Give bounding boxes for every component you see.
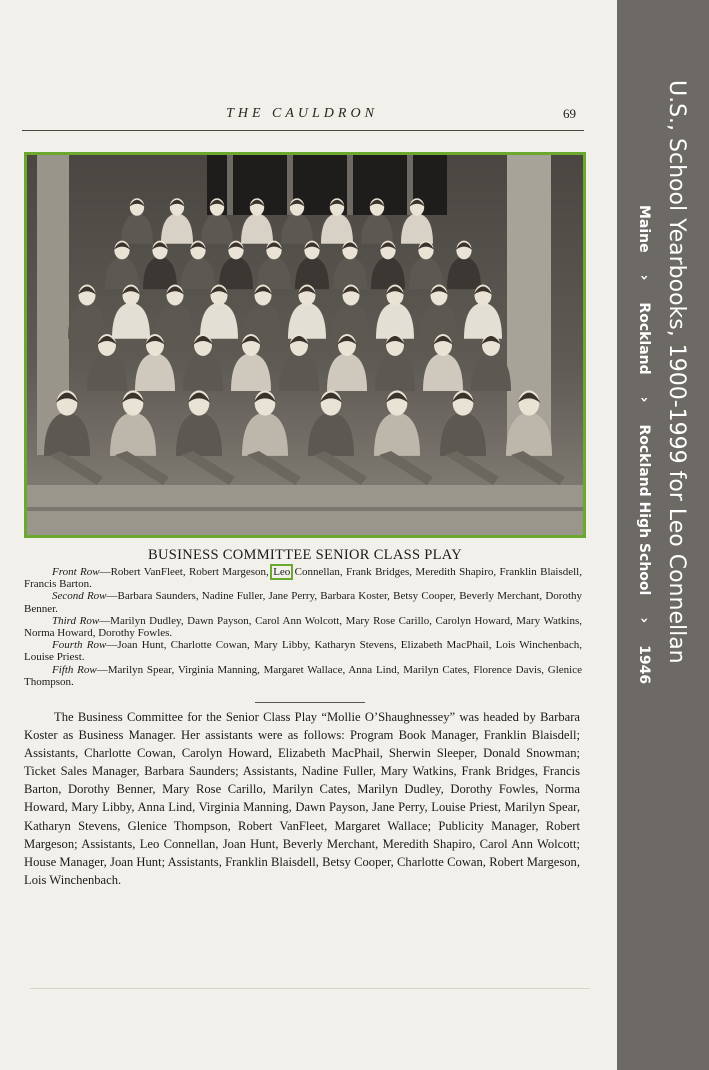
highlighted-name[interactable]: Leo xyxy=(273,566,291,578)
row-label: Second Row xyxy=(52,590,107,603)
row-names: Joan Hunt, Charlotte Cowan, Mary Libby, Katharyn Stevens, Elizabeth MacPhail, Lois Winchenbach, Louise Priest. xyxy=(24,639,582,664)
caption-row-fifth: Fifth Row—Marilyn Spear, Virginia Manning, Margaret Wallace, Anna Lind, Marilyn Cates, Florence Davis, Glenice Thompson. xyxy=(24,663,583,688)
row-names: Marilyn Dudley, Dawn Payson, Carol Ann Wolcott, Mary Rose Carillo, Carolyn Howard, Mary Watkins, Norma Howard, Dorothy Fowles. xyxy=(24,614,582,640)
row-label: Front Row xyxy=(52,566,100,578)
caption-row-front: Front Row—Robert VanFleet, Robert Margeson, Leo Connellan, Frank Bridges, Meredith Shapiro, Franklin Blaisdell, Francis Barton. xyxy=(24,566,582,591)
breadcrumb-separator: › xyxy=(636,396,652,403)
caption-row-third: Third Row—Marilyn Dudley, Dawn Payson, Carol Ann Wolcott, Mary Rose Carillo, Carolyn Howard, Mary Watkins, Norma Howard, Dorothy Fowles. xyxy=(24,614,582,640)
breadcrumb-school[interactable]: Rockland High School xyxy=(636,424,652,596)
group-photo-image xyxy=(27,155,583,535)
collection-title: U.S., School Yearbooks, 1900-1999 for Leo Connellan xyxy=(664,80,689,664)
running-head-title: THE CAULDRON xyxy=(226,106,378,121)
caption-row-second: Second Row—Barbara Saunders, Nadine Fuller, Jane Perry, Barbara Koster, Betsy Cooper, Beverly Merchant, Dorothy Benner. xyxy=(24,590,582,615)
caption-title: BUSINESS COMMITTEE SENIOR CLASS PLAY xyxy=(147,547,462,563)
breadcrumb-year[interactable]: 1946 xyxy=(636,645,652,685)
row-names: Connellan, Frank Bridges, Meredith Shapiro, Franklin Blaisdell, Francis Barton. xyxy=(24,566,582,591)
breadcrumb-separator: › xyxy=(636,617,652,624)
scan-edge xyxy=(30,988,590,989)
breadcrumb-city[interactable]: Rockland xyxy=(636,302,652,375)
article-body xyxy=(24,708,580,889)
row-label: Third Row xyxy=(52,614,100,627)
row-label: Fifth Row xyxy=(52,663,97,676)
running-head xyxy=(22,106,582,128)
record-sidebar xyxy=(617,0,709,1070)
breadcrumb xyxy=(636,205,652,684)
row-names: Marilyn Spear, Virginia Manning, Margaret Wallace, Anna Lind, Marilyn Cates, Florence Davis, Glenice Thompson. xyxy=(24,663,583,688)
section-divider xyxy=(255,702,365,703)
caption-rows xyxy=(24,566,582,688)
group-photo[interactable] xyxy=(24,152,586,538)
page-number: 69 xyxy=(563,106,576,121)
row-names: Barbara Saunders, Nadine Fuller, Jane Perry, Barbara Koster, Betsy Cooper, Beverly Merchant, Dorothy Benner. xyxy=(24,590,582,615)
breadcrumb-separator: › xyxy=(636,274,652,281)
header-rule xyxy=(22,130,584,131)
article-paragraph: The Business Committee for the Senior Class Play “Mollie O’Shaughnessey” was headed by Barbara Koster as Business Manager. Her assistants were as follows: Program Book Manager, Franklin Blaisdell; Assistants, Charlotte Cowan, Carolyn Howard, Elizabeth MacPhail, Sherwin Sleeper, Donald Snowman; Ticket Sales Manager, Barbara Saunders; Assistants, Nadine Fuller, Mary Watkins, Frank Bridges, Francis Barton, Dorothy Benner, Mary Rose Carillo, Marilyn Cates, Marilyn Dudley, Dorothy Fowles, Norma Howard, Mary Libby, Anna Lind, Virginia Manning, Dawn Payson, Jane Perry, Louise Priest, Marilyn Spear, Katharyn Stevens, Glenice Thompson, Robert VanFleet, Margaret Wallace; Publicity Manager, Robert Margeson; Assistants, Leo Connellan, Joan Hunt, Beverly Merchant, Meredith Shapiro, Carol Ann Wolcott; House Manager, Joan Hunt; Assistants, Franklin Blaisdell, Betsy Cooper, Charlotte Cowan, Robert Margeson, Lois Winchenbach. xyxy=(24,710,580,887)
row-names: Robert VanFleet, Robert Margeson, xyxy=(110,566,273,578)
breadcrumb-state[interactable]: Maine xyxy=(636,205,652,253)
caption-row-fourth: Fourth Row—Joan Hunt, Charlotte Cowan, Mary Libby, Katharyn Stevens, Elizabeth MacPhail, Lois Winchenbach, Louise Priest. xyxy=(24,639,582,664)
row-label: Fourth Row xyxy=(52,639,107,652)
